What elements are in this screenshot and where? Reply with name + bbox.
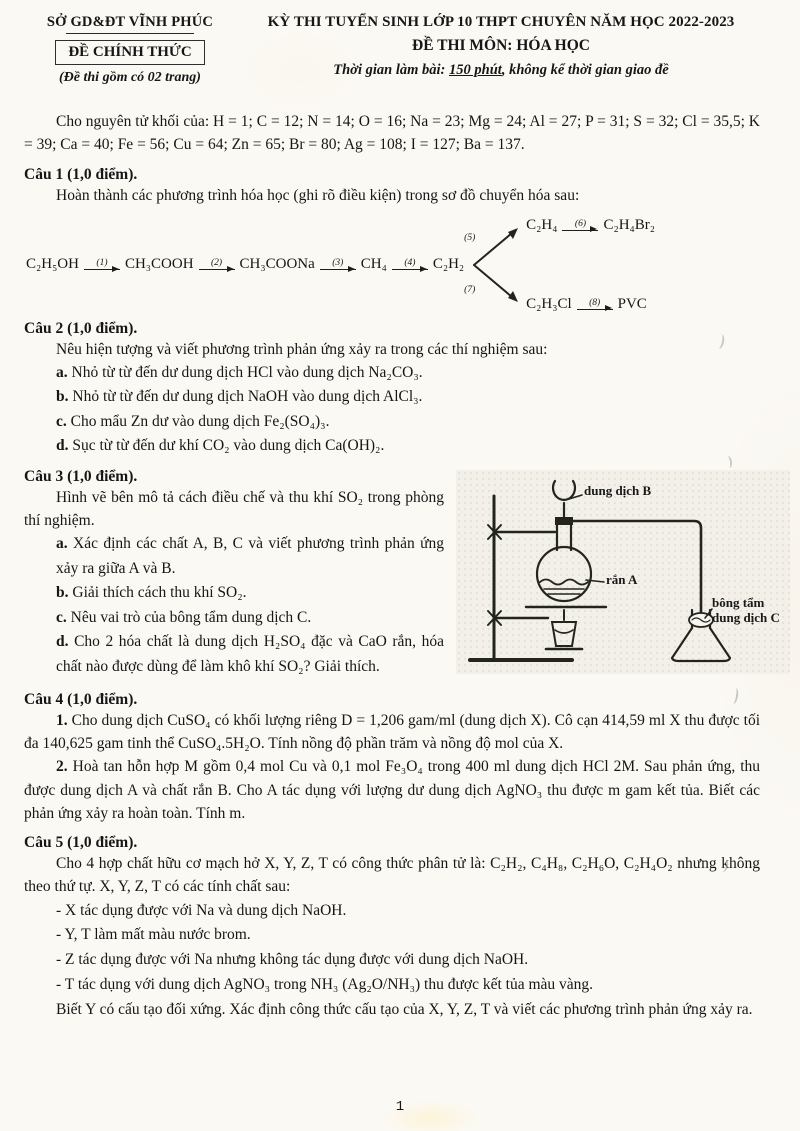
exam-subject: ĐỀ THI MÔN: HÓA HỌC [412,37,590,54]
step-label: (8) [589,297,601,308]
item-text: Sục từ từ đến dư khí CO₂ vào dung dịch Ca(OH)₂. [68,437,385,455]
compound: PVC [617,295,647,312]
arrow-shaft [84,269,120,270]
duration-minutes: 150 phút [449,62,502,78]
compound: C₂H₂ [432,256,465,273]
question-5-property-x: - X tác dụng được với Na và dung dịch NaOH. [56,901,347,919]
official-exam-box [55,40,204,65]
figure-label-solid-a: rắn A [606,571,638,587]
figure-label-cotton-c [712,596,788,626]
question-2-item-b [24,385,760,409]
question-1-heading: Câu 1 (1,0 điểm). [24,165,138,183]
question-2-intro: Nêu hiện tượng và viết phương trình phản ứng xảy ra trong các thí nghiệm sau: [56,340,548,358]
question-5-property-yt: - Y, T làm mất màu nước brom. [56,926,251,944]
reaction-arrow [199,259,235,270]
question-2 [24,320,760,459]
item-text: Nêu vai trò của bông tẩm dung dịch C. [66,608,312,626]
step-label: (7) [464,284,476,295]
question-4-part-2 [24,755,760,825]
compound: C₂H₃Cl [526,295,572,312]
item-label: c. [56,608,67,626]
compound: CH₃COOH [124,256,194,273]
question-1-intro: Hoàn thành các phương trình hóa học (ghi rõ điều kiện) trong sơ đồ chuyển hóa sau: [56,186,580,204]
question-3-intro: Hình vẽ bên mô tả cách điều chế và thu khí SO₂ trong phòng thí nghiệm. [24,488,444,530]
reaction-scheme [24,216,760,312]
question-3 [24,467,780,682]
question-2-item-c [24,410,760,434]
question-1 [24,166,760,311]
item-label: a. [56,535,68,553]
question-3-heading: Câu 3 (1,0 điểm). [24,467,138,485]
item-text: Giải thích cách thu khí SO₂. [68,584,247,602]
question-5 [24,834,760,1021]
duration-prefix: Thời gian làm bài: [333,62,450,78]
question-4-part-1 [24,709,760,756]
arrow-shaft [199,269,235,270]
reaction-arrow [577,299,613,310]
department-underline [66,33,194,34]
exam-title: KỲ THI TUYỂN SINH LỚP 10 THPT CHUYÊN NĂM HỌC 2022-2023 [267,14,735,30]
item-label: d. [56,633,69,651]
item-label: b. [56,584,69,602]
reaction-arrow [84,259,120,270]
arrow-shaft [392,269,428,270]
reaction-arrow [392,259,428,270]
question-4-heading: Câu 4 (1,0 điểm). [24,690,138,708]
item-text: Nhỏ từ từ đến dư dung dịch NaOH vào dung dịch AlCl₃. [68,388,423,406]
step-label: (5) [464,232,476,243]
item-label: c. [56,412,67,430]
branch-arrows [466,219,524,311]
apparatus-figure [456,470,790,674]
exam-duration [242,62,760,79]
part-label: 1. [56,711,68,729]
header-left-block [24,14,236,86]
header-right-block [236,14,760,79]
step-label: (6) [574,218,586,229]
page-number: 1 [395,1099,405,1115]
arrow-shaft [562,230,598,231]
arrow-shaft [577,309,613,310]
question-4 [24,691,760,825]
part-label: 2. [56,758,68,776]
figure-label-cotton-line2: dung dịch C [712,609,780,625]
reaction-arrow [320,259,356,270]
step-label: (1) [96,258,108,269]
question-2-item-d [24,434,760,458]
reaction-arrow [562,220,598,231]
item-label: d. [56,437,69,455]
step-label: (3) [332,258,344,269]
question-5-property-z: - Z tác dụng được với Na nhưng không tác dụng được với dung dịch NaOH. [56,951,529,969]
compound: CH₄ [360,256,387,273]
step-label: (2) [211,258,223,269]
pages-note: (Đề thi gồm có 02 trang) [59,70,201,85]
branch-products [524,217,657,313]
exam-header [24,14,760,86]
atomic-masses-note: Cho nguyên tử khối của: H = 1; C = 12; N = 14; O = 16; Na = 23; Mg = 24; Al = 27; P = 31; S = 32; Cl = 35,5; K = 39; Ca = 40; Fe = 56; Cu = 64; Zn = 65; Br = 80; Ag = 108; I = 127; Ba = 137. [24,113,760,154]
question-2-item-a [24,361,760,385]
compound: C₂H₄Br₂ [603,216,655,233]
question-2-heading: Câu 2 (1,0 điểm). [24,319,138,337]
compound: C₂H₅OH [26,256,79,273]
department-name: SỞ GD&ĐT VĨNH PHÚC [46,14,214,30]
branch-bottom-row [524,296,657,313]
item-label: a. [56,364,68,381]
item-text: Cho mẩu Zn dư vào dung dịch Fe₂(SO₄)₃. [66,412,330,430]
item-text: Xác định các chất A, B, C và viết phương trình phản ứng xảy ra giữa A và B. [56,535,444,577]
question-5-heading: Câu 5 (1,0 điểm). [24,834,138,852]
figure-label-cotton-line1: bông tẩm [712,594,765,610]
branch-top-row [524,217,657,234]
item-label: b. [56,388,69,406]
duration-suffix: , không kể thời gian giao đề [501,62,669,78]
question-5-outro: Biết Y có cấu tạo đối xứng. Xác định công thức cấu tạo của X, Y, Z, T và viết các phương trình phản ứng xảy ra. [56,1000,753,1018]
item-text: Cho 2 hóa chất là dung dịch H₂SO₄ đặc và CaO rắn, hóa chất nào được dùng để làm khô khí SO₂? Giải thích. [56,633,444,675]
question-5-intro: Cho 4 hợp chất hữu cơ mạch hở X, Y, Z, T có công thức phân tử là: C₂H₂, C₄H₈, C₂H₆O, C₂H₄O₂ nhưng không theo thứ tự. X, Y, Z, T có các tính chất sau: [24,855,760,896]
arrow-shaft [320,269,356,270]
official-exam-label: ĐỀ CHÍNH THỨC [68,44,192,60]
figure-label-solution-b: dung dịch B [584,482,652,498]
part-text: Hoà tan hỗn hợp M gồm 0,4 mol Cu và 0,1 mol Fe₃O₄ trong 400 ml dung dịch HCl 2M. Sau phản ứng, thu được dung dịch A và chất rắn B. Cho A tác dụng với lượng dư dung dịch AgNO₃ thu được m gam kết tủa. Biết các phản ứng xảy ra hoàn toàn. Tính m. [24,758,760,822]
compound: C₂H₄ [526,216,558,233]
item-text: Nhỏ từ từ đến dư dung dịch HCl vào dung dịch Na₂CO₃. [67,364,423,381]
step-label: (4) [404,258,416,269]
question-5-property-t: - T tác dụng với dung dịch AgNO₃ trong NH₃ (Ag₂O/NH₃) thu được kết tủa màu vàng. [56,976,594,994]
compound: CH₃COONa [239,256,315,273]
part-text: Cho dung dịch CuSO₄ có khối lượng riêng D = 1,206 gam/ml (dung dịch X). Cô cạn 414,59 ml X thu được tối đa 140,625 gam tinh thể CuSO₄.5H₂O. Tính nồng độ phần trăm và nồng độ mol của X. [24,711,760,753]
